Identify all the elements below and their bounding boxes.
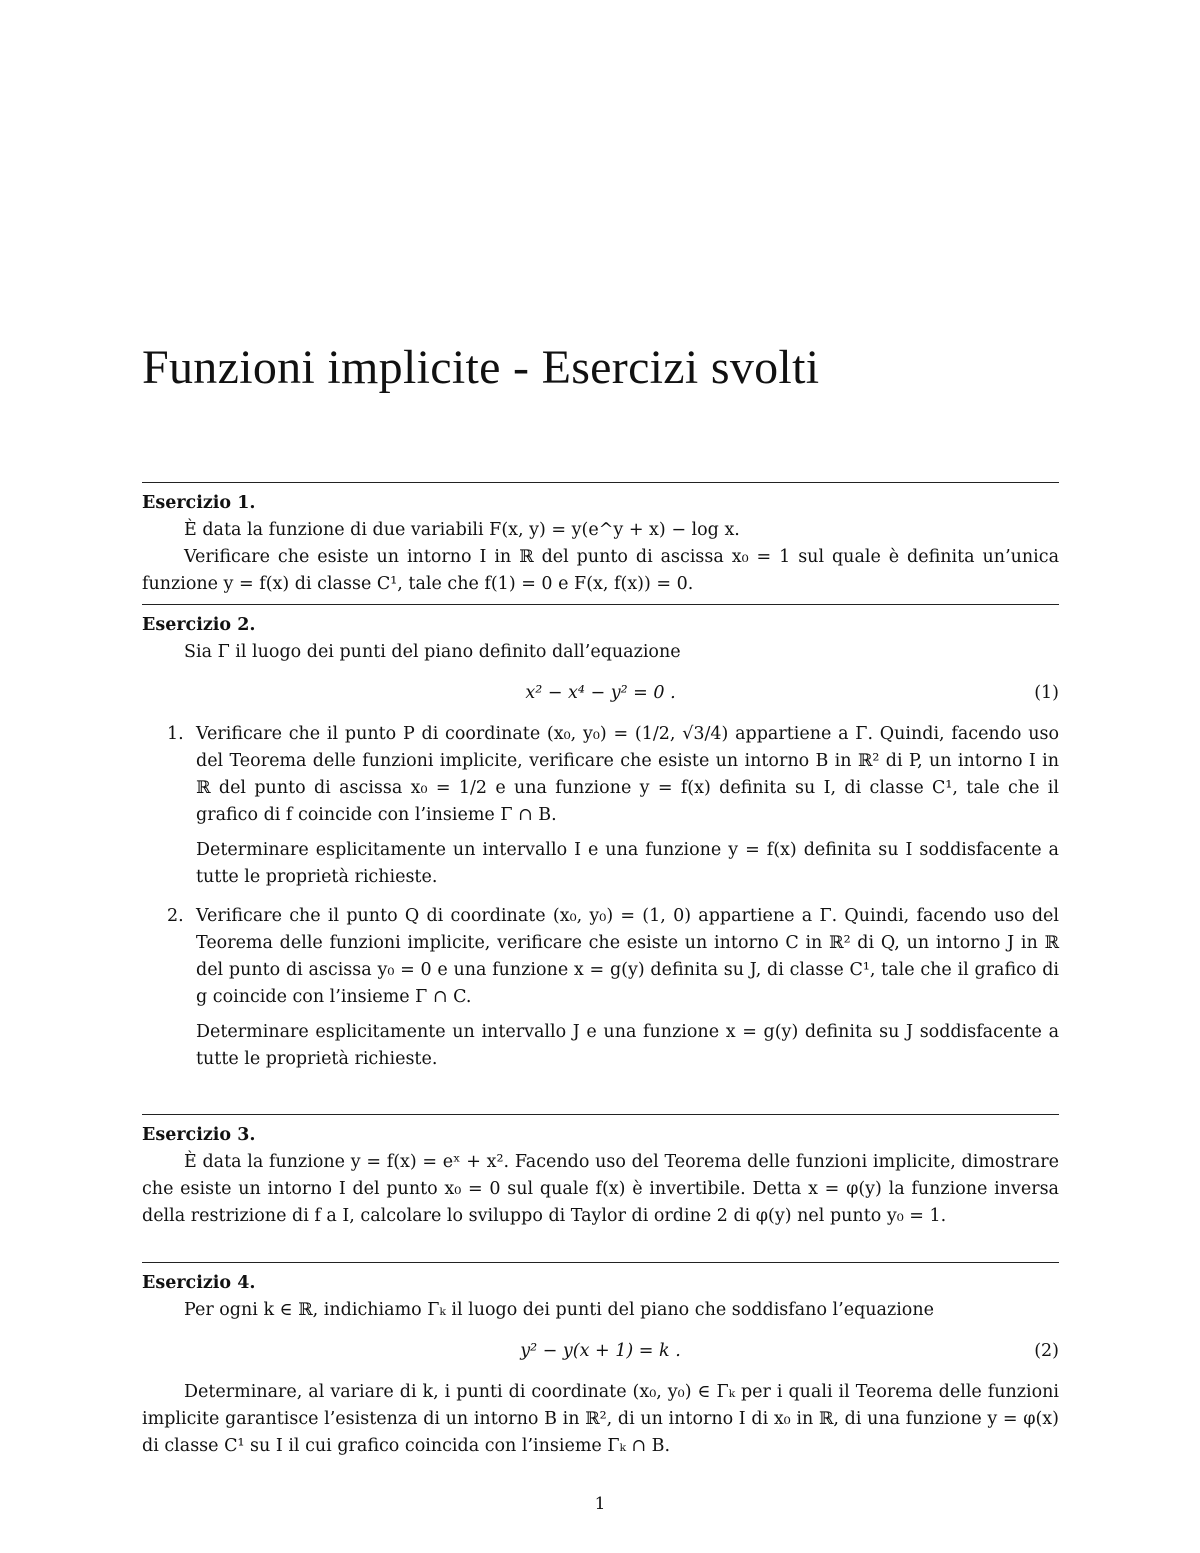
- exercise-intro: Sia Γ il luogo dei punti del piano definito dall’equazione: [184, 642, 681, 662]
- exercise-paragraph: È data la funzione di due variabili F(x, y) = y(e^y + x) − log x.: [184, 520, 740, 540]
- equation-number: (1): [1034, 683, 1059, 703]
- item-followup: Determinare esplicitamente un intervallo J e una funzione x = g(y) definita su J soddisfacente a tutte le proprietà richieste.: [196, 1022, 1059, 1069]
- rule-ex3-top: [142, 1114, 1059, 1115]
- exercise-heading: Esercizio 1.: [142, 493, 256, 513]
- item-text: Verificare che il punto P di coordinate (x₀, y₀) = (1/2, √3/4) appartiene a Γ. Quindi, facendo uso del Teorema delle funzioni implicite, verificare che esiste un intorno B in ℝ² di P, un intorno I in ℝ del punto di ascissa x₀ = 1/2 e una funzione y = f(x) definita su I, di classe C¹, tale che il grafico di f coincide con l’insieme Γ ∩ B.: [196, 724, 1059, 825]
- rule-ex1-top: [142, 482, 1059, 483]
- equation-text: y² − y(x + 1) = k .: [520, 1341, 681, 1361]
- exercise-paragraph: Verificare che esiste un intorno I in ℝ del punto di ascissa x₀ = 1 sul quale è definita un’unica funzione y = f(x) di classe C¹, tale che f(1) = 0 e F(x, f(x)) = 0.: [142, 547, 1059, 594]
- equation-number: (2): [1034, 1341, 1059, 1361]
- exercise-paragraph: Determinare, al variare di k, i punti di coordinate (x₀, y₀) ∈ Γₖ per i quali il Teorema delle funzioni implicite garantisce l’esistenza di un intorno B in ℝ², di un intorno I di x₀ in ℝ, di una funzione y = φ(x) di classe C¹ su I il cui grafico coincida con l’insieme Γₖ ∩ B.: [142, 1382, 1059, 1456]
- exercise-3: [142, 1122, 1059, 1230]
- list-item: [142, 903, 1059, 1073]
- exercise-4: [142, 1270, 1059, 1460]
- rule-ex2-top: [142, 604, 1059, 605]
- display-equation: [142, 1338, 1059, 1365]
- exercise-2: [142, 612, 1059, 1085]
- page-number: 1: [594, 1494, 606, 1514]
- document-title: Funzioni implicite - Esercizi svolti: [142, 341, 820, 394]
- exercise-heading: Esercizio 2.: [142, 615, 256, 635]
- display-equation: [142, 680, 1059, 707]
- rule-ex4-top: [142, 1262, 1059, 1263]
- exercise-heading: Esercizio 4.: [142, 1273, 256, 1293]
- item-list: [142, 721, 1059, 1073]
- list-item: [142, 721, 1059, 891]
- exercise-paragraph: È data la funzione y = f(x) = eˣ + x². Facendo uso del Teorema delle funzioni implicite, dimostrare che esiste un intorno I del punto x₀ = 0 sul quale f(x) è invertibile. Detta x = φ(y) la funzione inversa della restrizione di f a I, calcolare lo sviluppo di Taylor di ordine 2 di φ(y) nel punto y₀ = 1.: [142, 1152, 1059, 1226]
- exercise-heading: Esercizio 3.: [142, 1125, 256, 1145]
- equation-text: x² − x⁴ − y² = 0 .: [525, 683, 676, 703]
- item-number: 1.: [167, 724, 184, 744]
- exercise-intro: Per ogni k ∈ ℝ, indichiamo Γₖ il luogo dei punti del piano che soddisfano l’equazione: [184, 1300, 934, 1320]
- exercise-1: [142, 490, 1059, 598]
- item-text: Verificare che il punto Q di coordinate (x₀, y₀) = (1, 0) appartiene a Γ. Quindi, facendo uso del Teorema delle funzioni implicite, verificare che esiste un intorno C in ℝ² di Q, un intorno J in ℝ del punto di ascissa y₀ = 0 e una funzione x = g(y) definita su J, di classe C¹, tale che il grafico di g coincide con l’insieme Γ ∩ C.: [196, 906, 1059, 1007]
- item-followup: Determinare esplicitamente un intervallo I e una funzione y = f(x) definita su I soddisfacente a tutte le proprietà richieste.: [196, 840, 1059, 887]
- item-number: 2.: [167, 906, 184, 926]
